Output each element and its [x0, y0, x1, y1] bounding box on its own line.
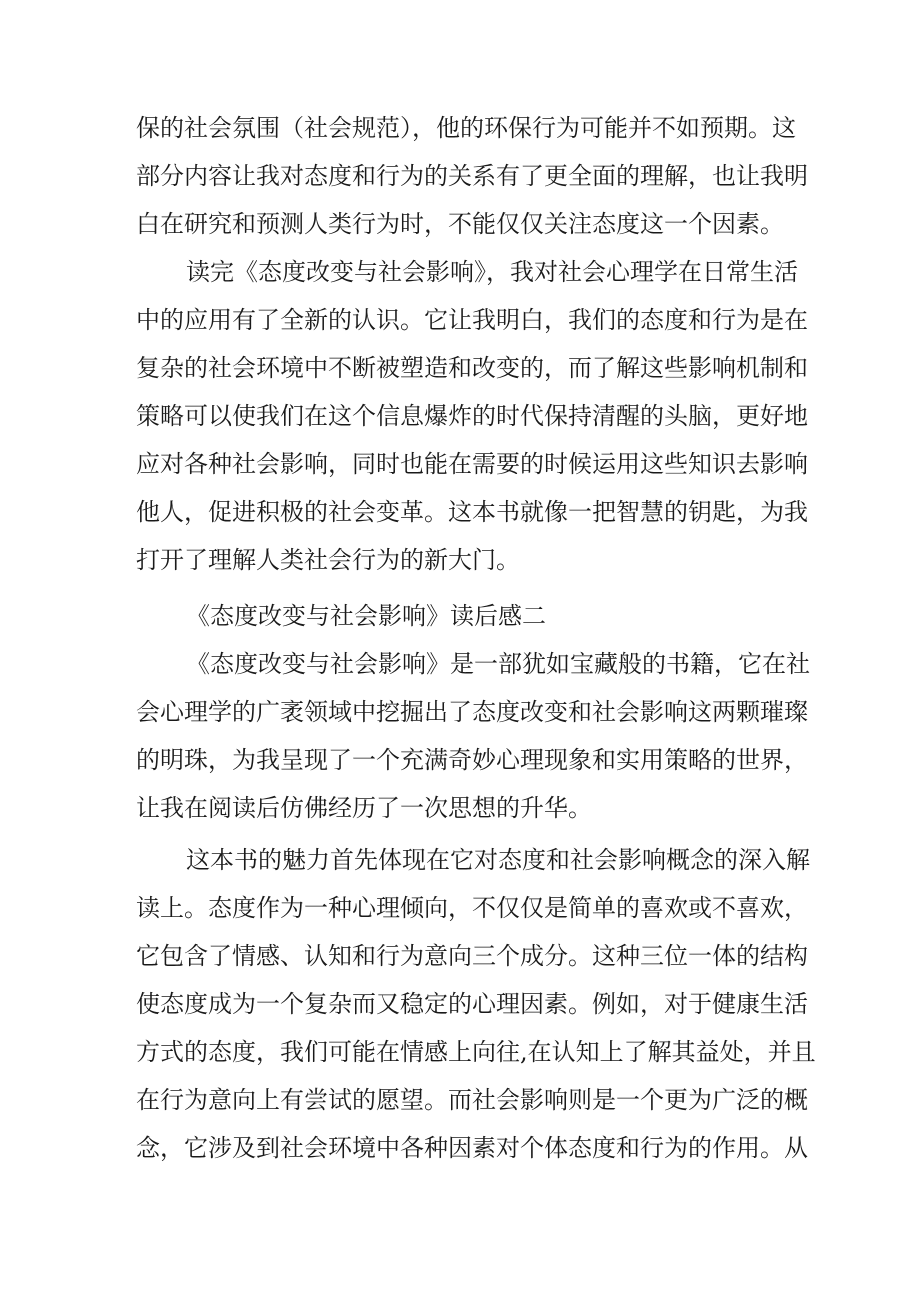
text-line-2: 部分内容让我对态度和行为的关系有了更全面的理解，也让我明 [136, 162, 808, 190]
text-line-7: 策略可以使我们在这个信息爆炸的时代保持清醒的头脑，更好地 [136, 402, 808, 430]
text-line-17: 读上。态度作为一种心理倾向，不仅仅是简单的喜欢或不喜欢， [136, 894, 808, 922]
text-line-20: 方式的态度，我们可能在情感上向往,在认知上了解其益处，并且 [136, 1038, 816, 1066]
text-line-9: 他人，促进积极的社会变革。这本书就像一把智慧的钥匙，为我 [136, 498, 808, 526]
text-line-12: 《态度改变与社会影响》是一部犹如宝藏般的书籍，它在社 [186, 650, 810, 678]
text-line-22: 念，它涉及到社会环境中各种因素对个体态度和行为的作用。从 [136, 1134, 808, 1162]
text-line-18: 它包含了情感、认知和行为意向三个成分。这种三位一体的结构 [136, 942, 808, 970]
text-line-14: 的明珠，为我呈现了一个充满奇妙心理现象和实用策略的世界， [136, 746, 808, 774]
text-line-5: 中的应用有了全新的认识。它让我明白，我们的态度和行为是在 [136, 306, 808, 334]
text-line-3: 白在研究和预测人类行为时，不能仅仅关注态度这一个因素。 [136, 210, 784, 238]
text-line-16: 这本书的魅力首先体现在它对态度和社会影响概念的深入解 [186, 846, 810, 874]
text-line-13: 会心理学的广袤领域中挖掘出了态度改变和社会影响这两颗璀璨 [136, 698, 808, 726]
section-heading: 《态度改变与社会影响》读后感二 [186, 602, 546, 630]
text-line-4: 读完《态度改变与社会影响》，我对社会心理学在日常生活 [186, 258, 798, 286]
text-line-19: 使态度成为一个复杂而又稳定的心理因素。例如，对于健康生活 [136, 990, 808, 1018]
text-line-8: 应对各种社会影响，同时也能在需要的时候运用这些知识去影响 [136, 450, 808, 478]
text-line-1: 保的社会氛围（社会规范），他的环保行为可能并不如预期。这 [136, 114, 796, 142]
text-line-6: 复杂的社会环境中不断被塑造和改变的，而了解这些影响机制和 [136, 354, 808, 382]
text-line-21: 在行为意向上有尝试的愿望。而社会影响则是一个更为广泛的概 [136, 1086, 808, 1114]
text-line-10: 打开了理解人类社会行为的新大门。 [136, 546, 520, 574]
text-line-15: 让我在阅读后仿佛经历了一次思想的升华。 [136, 794, 592, 822]
